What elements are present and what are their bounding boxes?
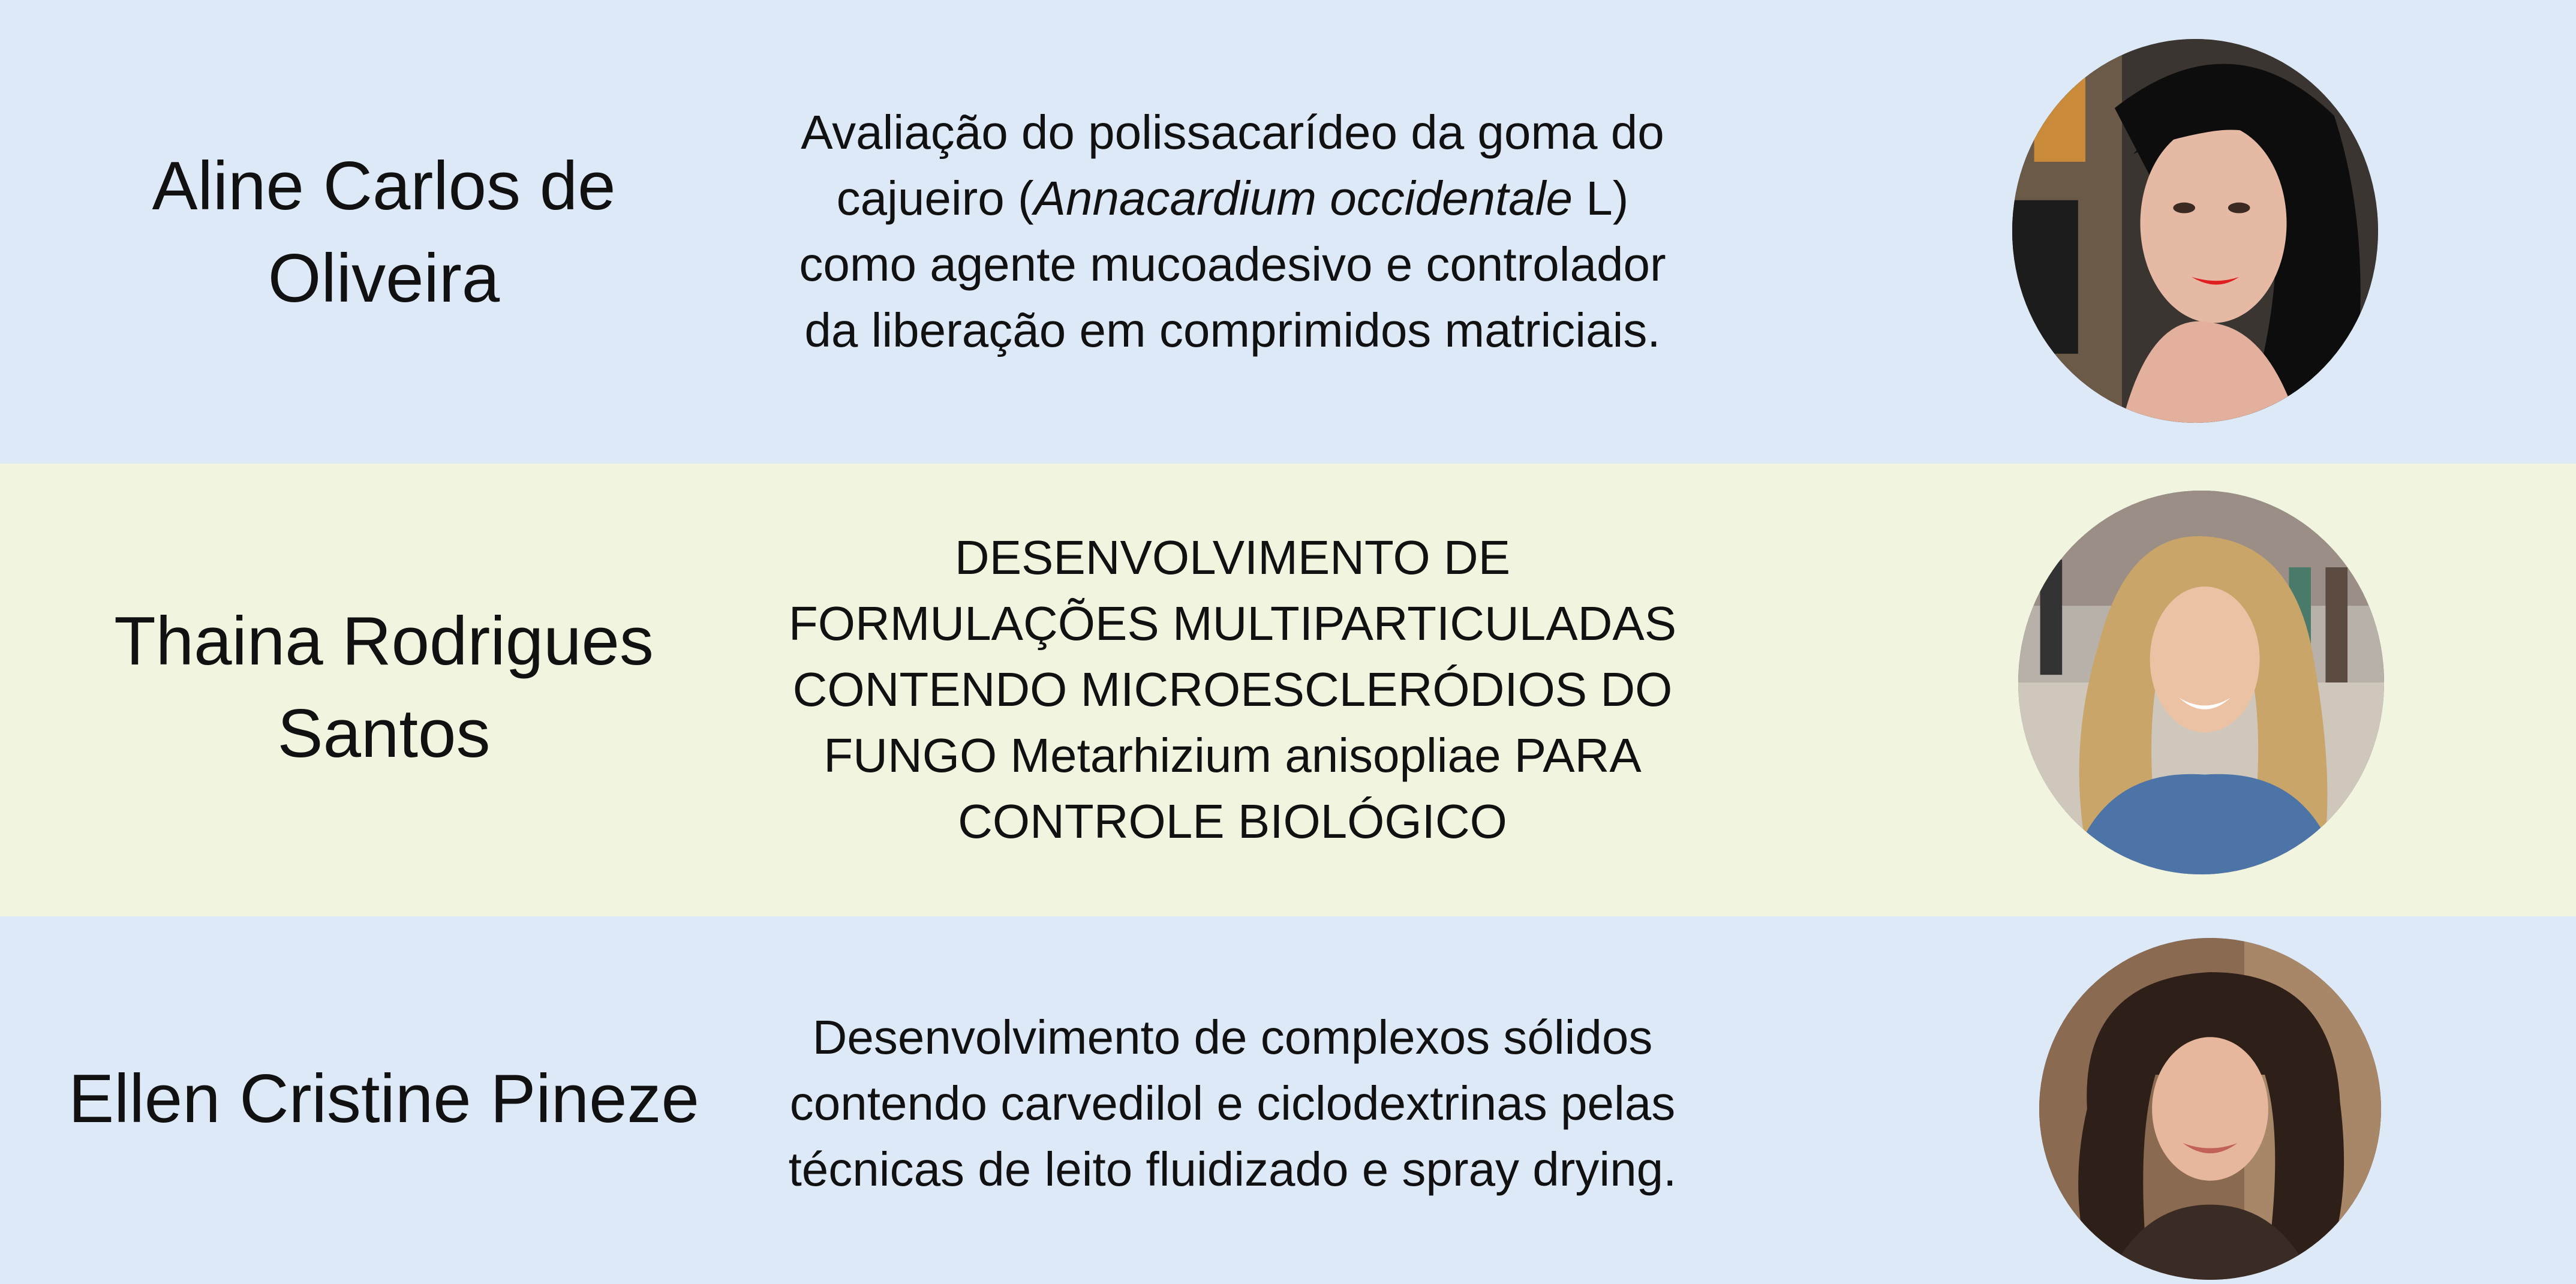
entry-row-thaina xyxy=(0,464,2576,916)
student-name-line2: Oliveira xyxy=(267,240,500,317)
portrait-photo-icon xyxy=(2012,39,2378,423)
student-name xyxy=(24,140,744,325)
thesis-title-part1: Avaliação do polissacarídeo da goma do cajueiro ( xyxy=(801,106,1664,225)
student-name xyxy=(24,1053,744,1145)
student-name-line2: Santos xyxy=(277,696,491,772)
entry-row-ellen xyxy=(0,916,2576,1284)
thesis-title xyxy=(780,100,1685,363)
thesis-title: Desenvolvimento de complexos sólidos contendo carvedilol e ciclodextrinas pelas técnicas de leito fluidizado e spray drying. xyxy=(788,1011,1677,1196)
thesis-title-part2: L) como agente mucoadesivo e controlador da liberação em comprimidos matriciais. xyxy=(799,172,1666,357)
portrait-photo-icon xyxy=(2018,491,2384,874)
student-name xyxy=(24,596,744,780)
student-name-line1: Ellen Cristine Pineze xyxy=(68,1061,699,1137)
thesis-title-species: Annacardium occidentale xyxy=(1033,172,1573,225)
student-name-line1: Thaina Rodrigues xyxy=(114,603,654,679)
entry-row-aline xyxy=(0,0,2576,464)
thesis-title: DESENVOLVIMENTO DE FORMULAÇÕES MULTIPARTICULADAS CONTENDO MICROESCLERÓDIOS DO FUNGO Metarhizium anisopliae PARA CONTROLE BIOLÓGICO xyxy=(788,531,1677,848)
student-name-line1: Aline Carlos de xyxy=(152,148,616,224)
portrait-photo-icon xyxy=(2039,938,2381,1280)
